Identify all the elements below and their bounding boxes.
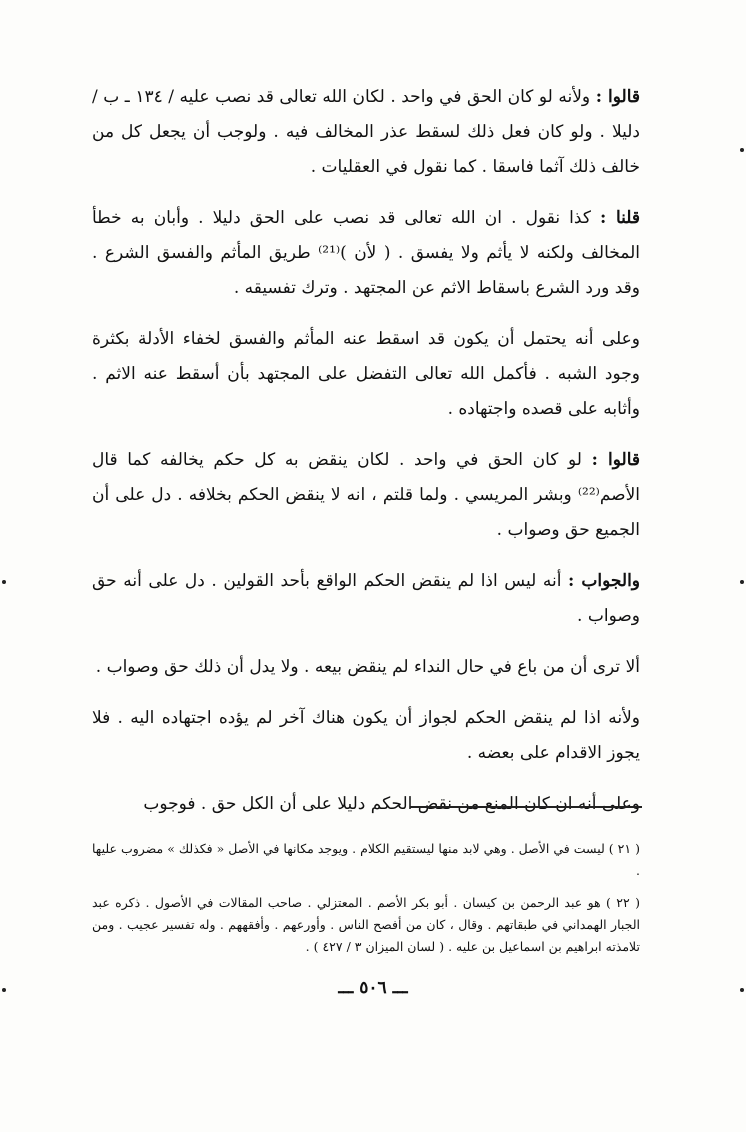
paragraph-text: وعلى أنه ان كان المنع من نقض الحكم دليلا على أن الكل حق . فوجوب [143, 794, 640, 814]
paragraph-8 [92, 787, 640, 822]
paragraph-text: كذا نقول . ان الله تعالى قد نصب على الحق دليلا . وأبان به خطأ المخالف ولكنه لا يأثم ولا يفسق . ( لأن )⁽²¹⁾ طريق المأثم والفسق الشرع . وقد ورد الشرع باسقاط الاثم عن المجتهد . وترك تفسيقه . [92, 208, 640, 298]
paragraph-lead: والجواب : [568, 571, 640, 591]
paragraph-text: ألا ترى أن من باع في حال النداء لم ينقض بيعه . ولا يدل أن ذلك حق وصواب . [95, 657, 640, 677]
paragraph-7 [92, 701, 640, 771]
footnotes [92, 838, 640, 968]
paragraph-text: لو كان الحق في واحد . لكان ينقض به كل حكم يخالفه كما قال الأصم⁽²²⁾ وبشر المريسي . ولما قلتم ، انه لا ينقض الحكم بخلافه . دل على أن الجميع حق وصواب . [92, 450, 640, 540]
paragraph-5 [92, 564, 640, 634]
paragraph-2 [92, 201, 640, 306]
footnote-divider [410, 806, 642, 808]
paragraph-text: ولأنه اذا لم ينقض الحكم لجواز أن يكون هناك آخر لم يؤده اجتهاده اليه . فلا يجوز الاقدام على بعضه . [92, 708, 640, 763]
scan-speck [740, 580, 744, 584]
paragraph-3 [92, 322, 640, 427]
scan-speck [2, 580, 6, 584]
paragraph-4 [92, 443, 640, 548]
paragraph-lead: قالوا : [595, 87, 641, 107]
paragraph-6 [92, 650, 640, 685]
footnote-22: ( ٢٢ ) هو عبد الرحمن بن كيسان . أبو بكر الأصم . المعتزلي . صاحب المقالات في الأصول . ذكره عبد الجبار الهمداني في طبقاتهم . وقال ، كان من أفصح الناس . وأورعهم . وأفقههم . وله تفسير عجيب . ومن تلامذته ابراهيم بن اسماعيل بن عليه . ( لسان الميزان ٣ / ٤٢٧ ) . [92, 895, 640, 954]
main-text [92, 80, 640, 838]
paragraph-lead: قالوا : [591, 450, 641, 470]
paragraph-lead: قلنا : [600, 208, 641, 228]
scan-speck [2, 988, 6, 992]
scan-speck [740, 988, 744, 992]
page-number: ـــ ٥٠٦ ـــ [338, 978, 408, 998]
footnote-21: ( ٢١ ) ليست في الأصل . وهي لابد منها ليستقيم الكلام . ويوجد مكانها في الأصل « فكذلك » مضروب عليها . [92, 841, 640, 878]
paragraph-text: أنه ليس اذا لم ينقض الحكم الواقع بأحد القولين . دل على أنه حق وصواب . [92, 571, 640, 626]
paragraph-text: وعلى أنه يحتمل أن يكون قد اسقط عنه المأثم والفسق لخفاء الأدلة بكثرة وجود الشبه . فأكمل الله تعالى التفضل على المجتهد بأن أسقط عنه الاثم . وأثابه على قصده واجتهاده . [92, 329, 640, 419]
paragraph-1 [92, 80, 640, 185]
paragraph-text: ولأنه لو كان الحق في واحد . لكان الله تعالى قد نصب عليه / ١٣٤ ـ ب / دليلا . ولو كان فعل ذلك لسقط عذر المخالف فيه . ولوجب أن يجعل كل من خالف ذلك آثما فاسقا . كما نقول في العقليات . [92, 87, 640, 177]
scan-speck [740, 148, 744, 152]
